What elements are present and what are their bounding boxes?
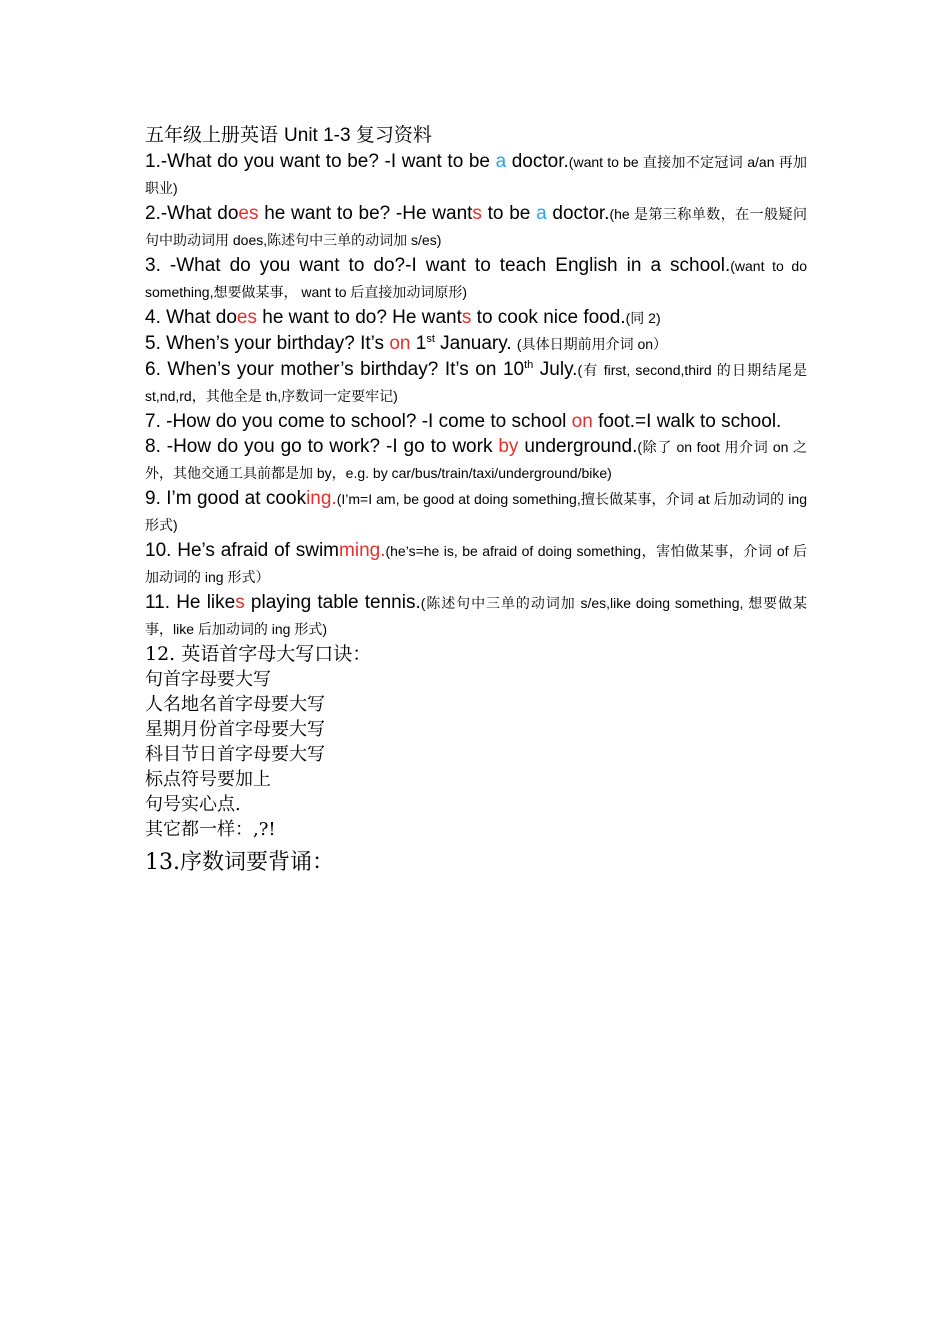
- rule-line: 科目节日首字母要大写: [145, 744, 325, 765]
- item-6: [145, 357, 807, 409]
- item-text: doctor.: [506, 151, 569, 172]
- item-note: (I’m=I am, be good at doing something,擅长做某事，介词 at 后加动词的 ing 形式): [145, 491, 807, 533]
- highlight-suffix: s: [235, 592, 245, 613]
- section-13-heading: 13.序数词要背诵：: [145, 850, 334, 875]
- item-3: [145, 253, 807, 305]
- highlight-article: a: [495, 151, 507, 172]
- item-text: 6. When’s your mother’s birthday? It’s on 10: [145, 359, 525, 380]
- highlight-preposition: on: [571, 411, 593, 432]
- item-7: [145, 409, 807, 434]
- highlight-suffix: es: [238, 203, 259, 224]
- item-text: 5. When’s your birthday? It’s: [145, 333, 390, 354]
- rule-line: 标点符号要加上: [145, 769, 271, 790]
- document-body: [145, 122, 807, 878]
- item-text: doctor.: [546, 203, 610, 224]
- item-note: (want to be 直接加不定冠词 a/an 再加职业): [145, 154, 807, 196]
- item-text: 4. What do: [145, 307, 237, 328]
- item-8: [145, 434, 807, 486]
- item-note: (同 2): [625, 310, 661, 326]
- highlight-suffix: s: [461, 307, 472, 328]
- title-suffix: 复习资料: [355, 124, 432, 146]
- item-10: [145, 538, 807, 590]
- item-text: July.: [533, 359, 578, 380]
- title-unit: Unit 1-3: [284, 125, 356, 146]
- ordinal-suffix: th: [524, 359, 534, 371]
- item-note: (he 是第三称单数，在一般疑问句中助动词用 does,陈述句中三单的动词加 s/es): [145, 206, 807, 248]
- rule-line: 句号实心点.: [145, 794, 241, 815]
- ordinal-suffix: st: [426, 333, 435, 345]
- item-text: 11. He like: [145, 592, 236, 613]
- item-note: (陈述句中三单的动词加 s/es,like doing something, 想要做某事，like 后加动词的 ing 形式): [145, 595, 807, 637]
- item-text: foot.=I walk to school.: [592, 411, 782, 432]
- item-text: 7. -How do you come to school? -I come to school: [145, 411, 572, 432]
- highlight-suffix: es: [236, 307, 257, 328]
- item-text: playing table tennis.: [244, 592, 421, 613]
- item-text: 2.-What do: [145, 203, 239, 224]
- rule-line: 人名地名首字母要大写: [145, 694, 325, 715]
- highlight-article: a: [536, 203, 547, 224]
- rule-line: 星期月份首字母要大写: [145, 719, 325, 740]
- title-prefix: 五年级上册英语: [145, 124, 285, 146]
- item-4: [145, 305, 807, 331]
- rule-line: 句首字母要大写: [145, 669, 271, 690]
- item-text: 1.-What do you want to be? -I want to be: [145, 151, 496, 172]
- item-text: January.: [434, 333, 517, 354]
- highlight-preposition: by: [498, 436, 519, 457]
- item-note: (除了 on foot 用介词 on 之外，其他交通工具前都是加 by，e.g. by car/bus/train/taxi/underground/bike): [145, 439, 807, 481]
- item-text: he want to be? -He want: [258, 203, 473, 224]
- item-text: 3. -What do you want to do?-I want to teach English in a school.: [145, 255, 731, 276]
- item-text: 10. He’s afraid of swim: [145, 540, 340, 561]
- item-9: [145, 486, 807, 538]
- item-text: 9. I’m good at cook: [145, 488, 307, 509]
- page-title: [145, 122, 807, 149]
- item-text: underground.: [518, 436, 638, 457]
- item-text: 8. -How do you go to work? -I go to work: [145, 436, 499, 457]
- item-text: 1: [410, 333, 427, 354]
- item-note: (有 first, second,third 的日期结尾是 st,nd,rd，其他全是 th,序数词一定要牢记): [145, 362, 807, 404]
- highlight-preposition: on: [389, 333, 411, 354]
- item-note: (he’s=he is, be afraid of doing something，害怕做某事，介词 of 后加动词的 ing 形式）: [145, 543, 807, 585]
- item-text: to cook nice food.: [471, 307, 626, 328]
- highlight-suffix: ing.: [306, 488, 337, 509]
- item-1: [145, 149, 807, 201]
- rule-line: 其它都一样：,?!: [145, 819, 276, 840]
- item-text: to be: [481, 203, 537, 224]
- item-note: (具体日期前用介词 on）: [516, 336, 668, 352]
- item-text: he want to do? He want: [256, 307, 462, 328]
- item-2: [145, 201, 807, 253]
- highlight-suffix: ming.: [339, 540, 386, 561]
- section-12-heading: 12. 英语首字母大写口诀：: [145, 643, 372, 665]
- highlight-suffix: s: [472, 203, 482, 224]
- item-note: (want to do something,想要做某事， want to 后直接加动词原形): [145, 258, 808, 300]
- item-5: [145, 331, 807, 357]
- item-11: [145, 590, 807, 642]
